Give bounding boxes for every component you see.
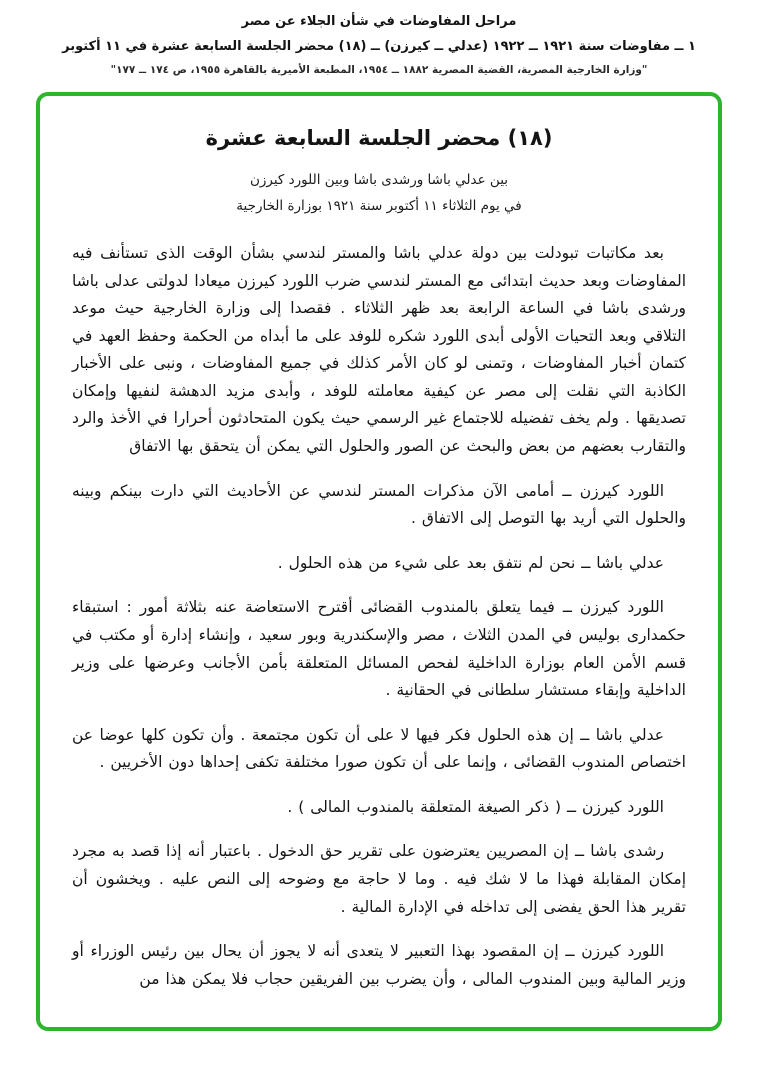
session-parties: بين عدلي باشا ورشدى باشا وبين اللورد كيرزن <box>249 172 509 188</box>
paragraph-intro: بعد مكاتبات تبودلت بين دولة عدلي باشا والمستر لندسي بشأن الوقت الذى تستأنف فيه المفاوضات وبعد حديث ابتدائى مع المستر لندسي ضرب اللورد كيرزن ميعادا لدولتى عدلى باشا ورشدى باشا في الساعة الرابعة بعد ظهر الثلاثاء . فقصدا إلى وزارة الخارجية حيث موعد التلاقي وبعد التحيات الأولى أبدى اللورد شكره للوفد على ما أبداه من الحكمة وحفظ العهد في كتمان أخبار المفاوضات ، وتمنى لو كان الأمر كذلك في جميع المفاوضات ، ونبى على الأخبار الكاذبة التي نقلت إلى مصر عن كيفية معاملته للوفد ، وأبدى مزيد الدهشة لنفيها وإمكان تصديقها . ولم يخف تفضيله للاجتماع غير الرسمي حيث يكون المتحادثون أحرارا في الأخذ والرد والتقارب بعضهم من بعض والبحث عن الصور والحلول التي يمكن أن يتحقق بها الاتفاق <box>72 244 686 456</box>
paragraph-adli-pasha-1: عدلي باشا ــ نحن لم نتفق بعد على شيء من هذه الحلول . <box>277 553 664 572</box>
paragraph-adli-pasha-2: عدلي باشا ــ إن هذه الحلول فكر فيها لا على أن تكون مجتمعة . وأن تكون كلها عوضا عن اختصاص المندوب القضائى ، وإنما على أن تكون صورا مختلفة تكفى إحداها دون الأخريين . <box>72 725 686 772</box>
content-frame <box>36 92 722 1031</box>
session-date-location: في يوم الثلاثاء ١١ أكتوبر سنة ١٩٢١ بوزارة الخارجية <box>236 198 522 214</box>
header-subtitle: ١ ــ مفاوضات سنة ١٩٢١ ــ ١٩٢٢ (عدلي ــ كيرزن) ــ (١٨) محضر الجلسة السابعة عشرة في ١١ أكتوبر <box>62 39 696 54</box>
header-title: مراحل المفاوضات في شأن الجلاء عن مصر <box>241 14 517 29</box>
page-header <box>0 14 758 76</box>
session-title: (١٨) محضر الجلسة السابعة عشرة <box>205 126 553 150</box>
document-body <box>66 240 692 993</box>
paragraph-lord-curzon-1: اللورد كيرزن ــ أمامى الآن مذكرات المستر لندسي عن الأحاديث التي دارت بينكم وبينه والحلول التي أريد بها التوصل إلى الاتفاق . <box>72 481 686 528</box>
paragraph-lord-curzon-2: اللورد كيرزن ــ فيما يتعلق بالمندوب القضائى أقترح الاستعاضة عنه بثلاثة أمور : استبقاء حكمدارى بوليس في المدن الثلاث ، مصر والإسكندرية وبور سعيد ، وإنشاء إدارة أو مكتب في قسم الأمن العام بوزارة الداخلية لفحص المسائل المتعلقة بأمن الأجانب وعرضها على وزير الداخلية وإبقاء مستشار سلطانى في الحقانية . <box>72 598 686 700</box>
paragraph-lord-curzon-3: اللورد كيرزن ــ ( ذكر الصيغة المتعلقة بالمندوب المالى ) . <box>287 797 664 816</box>
header-source-citation: "وزارة الخارجية المصرية، القضية المصرية ١٨٨٢ ــ ١٩٥٤، المطبعة الأميرية بالقاهرة ١٩٥٥، ص ١٧٤ ــ ١٧٧" <box>110 64 648 76</box>
paragraph-lord-curzon-4: اللورد كيرزن ــ إن المقصود بهذا التعبير لا يتعدى أنه لا يجوز أن يحال بين رئيس الوزراء أو وزير المالية وبين المندوب المالى ، وأن يضرب بين الفريقين حجاب فلا يمكن هذا من <box>72 942 686 988</box>
paragraph-rushdi-pasha-1: رشدى باشا ــ إن المصريين يعترضون على تقرير حق الدخول . باعتبار أنه إذا قصد به مجرد إمكان المقابلة فهذا ما لا شك فيه . وما لا حاجة مع وضوحه إلى النص عليه . ويخشون أن تقرير هذا الحق يفضى إلى تداخله في الإدارة المالية . <box>72 842 686 916</box>
